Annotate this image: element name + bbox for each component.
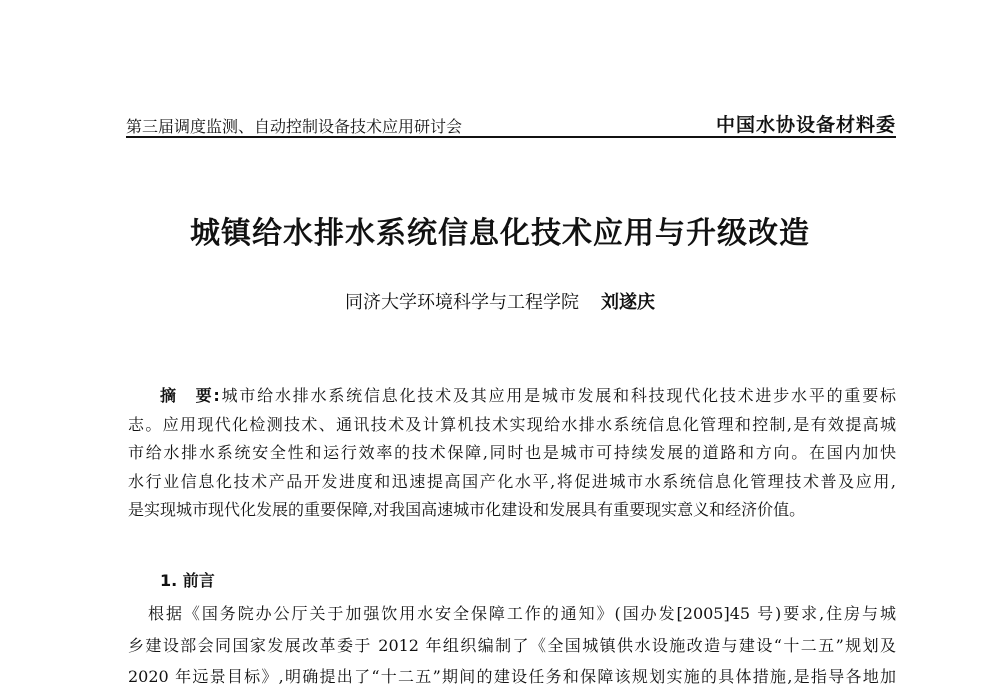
body-line: 乡建设部会同国家发展改革委于 2012 年组织编制了《全国城镇供水设施改造与建设“十二五”规划及: [128, 635, 896, 655]
author-name: 刘遂庆: [601, 292, 655, 313]
abstract-line: 志。应用现代化检测技术、通讯技术及计算机技术实现给水排水系统信息化管理和控制,是有效提高城: [128, 414, 896, 434]
abstract-label: 摘 要:: [160, 386, 220, 405]
abstract-line: 水行业信息化技术产品开发进度和迅速提高国产化水平,将促进城市水系统信息化管理技术普及应用,: [128, 471, 896, 491]
byline: [0, 288, 1000, 314]
abstract-line: [128, 382, 896, 411]
abstract: [128, 382, 896, 525]
body-line: 根据《国务院办公厅关于加强饮用水安全保障工作的通知》(国办发[2005]45 号)要求,住房与城: [148, 604, 896, 623]
section-heading: 1. 前言: [160, 571, 215, 590]
conference-name: 第三届调度监测、自动控制设备技术应用研讨会: [126, 117, 463, 136]
abstract-line: 是实现城市现代化发展的重要保障,对我国高速城市化建设和发展具有重要现实意义和经济价值。: [128, 500, 806, 519]
body-line: 2020 年远景目标》,明确提出了“十二五”期间的建设任务和保障该规划实施的具体措施,是指导各地加: [128, 667, 896, 686]
abstract-text: 城市给水排水系统信息化技术及其应用是城市发展和科技现代化技术进步水平的重要标: [219, 386, 896, 405]
section-body: [128, 598, 896, 693]
paper-title: 城镇给水排水系统信息化技术应用与升级改造: [190, 216, 810, 251]
abstract-line: 市给水排水系统安全性和运行效率的技术保障,同时也是城市可持续发展的道路和方向。在国内加快: [128, 443, 896, 462]
committee-name: 中国水协设备材料委: [715, 114, 896, 136]
affiliation: 同济大学环境科学与工程学院: [345, 292, 579, 313]
running-header: [126, 104, 896, 138]
